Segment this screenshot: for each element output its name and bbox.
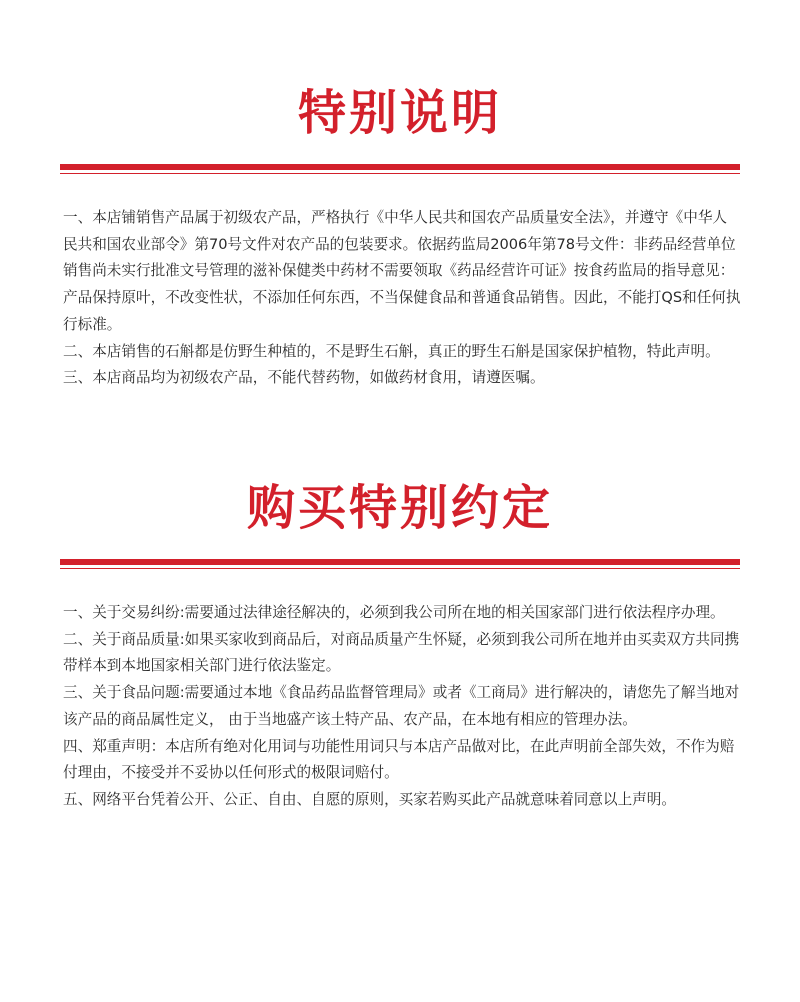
- section-1-paragraph-2: 二、本店销售的石斛都是仿野生种植的，不是野生石斛，真正的野生石斛是国家保护植物，特此声明。: [63, 342, 720, 360]
- section-2-paragraph-4: 四、郑重声明：本店所有绝对化用词与功能性用词只与本店产品做对比，在此声明前全部失效，不作为赔付理由，不接受并不妥协以任何形式的极限词赔付。: [63, 737, 735, 782]
- section-2-paragraph-1: 一、关于交易纠纷:需要通过法律途径解决的，必须到我公司所在地的相关国家部门进行依法程序办理。: [63, 604, 725, 621]
- section-2-paragraph-3: 三、关于食品问题:需要通过本地《食品药品监督管理局》或者《工商局》进行解决的，请您先了解当地对该产品的商品属性定义， 由于当地盛产该土特产品、农产品，在本地有相应的管理办法。: [63, 684, 740, 728]
- section-2-body: [63, 600, 741, 814]
- section-2-divider: [60, 559, 740, 569]
- section-2-paragraph-5: 五、网络平台凭着公开、公正、自由、自愿的原则，买家若购买此产品就意味着同意以上声明。: [63, 790, 676, 808]
- section-2-paragraph-2: 二、关于商品质量:如果买家收到商品后，对商品质量产生怀疑，必须到我公司所在地并由买卖双方共同携带样本到本地国家相关部门进行依法鉴定。: [63, 630, 740, 675]
- section-1-body: [63, 205, 741, 392]
- section-1-paragraph-1: 一、本店铺销售产品属于初级农产品，严格执行《中华人民共和国农产品质量安全法》，并遵守《中华人民共和国农业部令》第70号文件对农产品的包装要求。依据药监局2006年第78号文件：非药品经营单位销售尚未实行批准文号管理的滋补保健类中药材不需要领取《药品经营许可证》按食药监局的指导意见：产品保持原叶，不改变性状，不添加任何东西，不当保健食品和普通食品销售。因此，不能打QS和任何执行标准。: [63, 209, 741, 333]
- section-1-divider: [60, 164, 740, 174]
- section-1-paragraph-3: 三、本店商品均为初级农产品，不能代替药物，如做药材食用，请遵医嘱。: [63, 369, 545, 387]
- section-1-title: 特别说明: [297, 85, 502, 141]
- section-2-title: 购买特别约定: [246, 480, 553, 536]
